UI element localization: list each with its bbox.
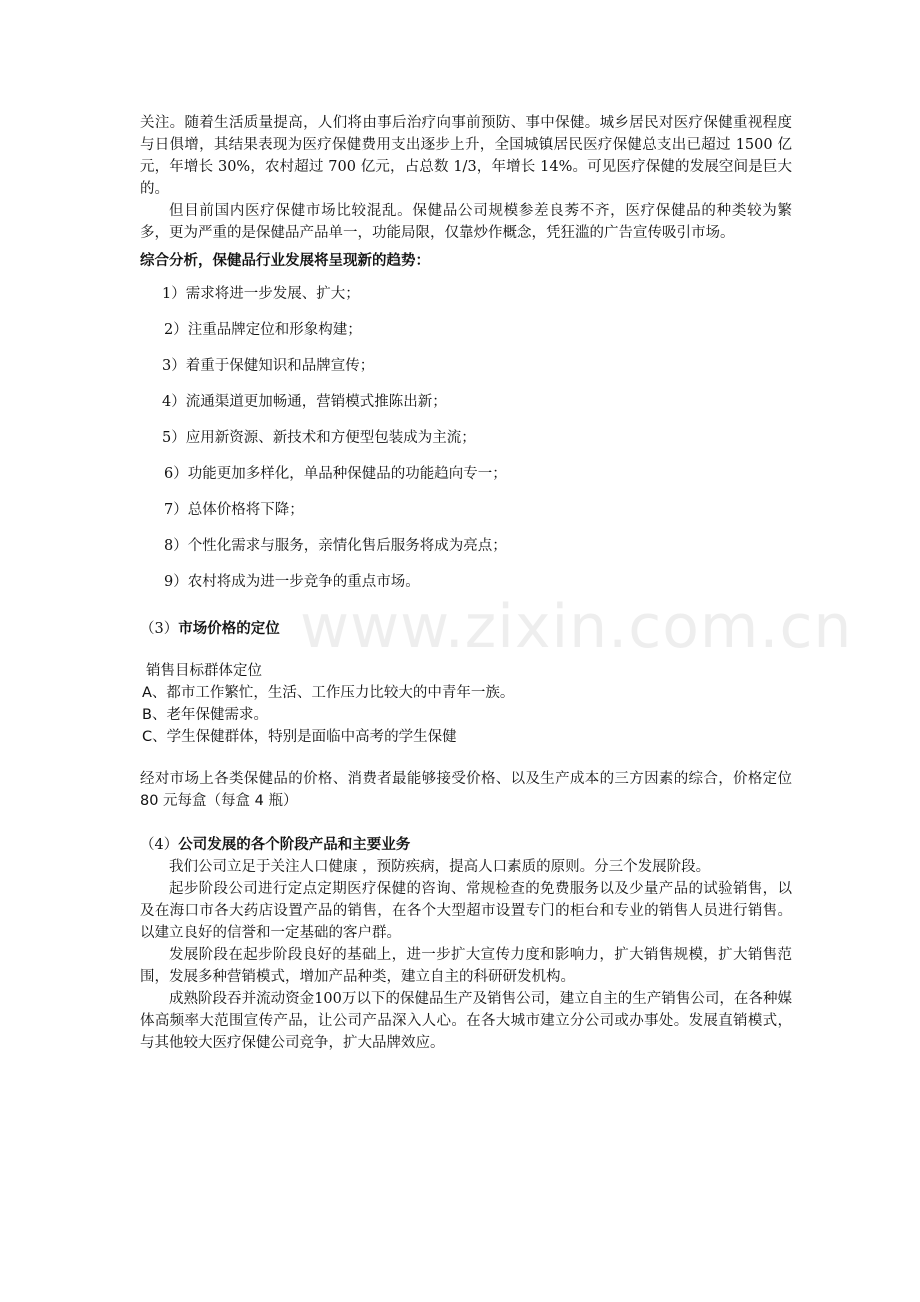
trend-item: 1）需求将进一步发展、扩大； (162, 286, 360, 302)
trend-item: 8）个性化需求与服务，亲情化售后服务将成为亮点； (164, 538, 507, 554)
section-4-paragraph-4: 成熟阶段吞并流动资金100万以下的保健品生产及销售公司，建立自主的生产销售公司，在各种媒体高频率大范围宣传产品，让公司产品深入人心。在各大城市建立分公司或办事处。发展直销模式，与其他较大医疗保健公司竞争，扩大品牌效应。 (140, 991, 792, 1051)
section-3-heading (140, 618, 792, 640)
intro-paragraph-1: 关注。随着生活质量提高，人们将由事后治疗向事前预防、事中保健。城乡居民对医疗保健重视程度与日俱增，其结果表现为医疗保健费用支出逐步上升，全国城镇居民医疗保健总支出已超过 1500 亿元，年增长 30%，农村超过 700 亿元，占总数 1/3，年增长 14%。可见医疗保健的发展空间是巨大的。 (140, 115, 792, 197)
trend-item: 9）农村将成为进一步竞争的重点市场。 (164, 574, 420, 590)
section-3-number: （3） (140, 621, 179, 637)
section-4-paragraph-2: 起步阶段公司进行定点定期医疗保健的咨询、常规检查的免费服务以及少量产品的试验销售，以及在海口市各大药店设置产品的销售，在各个大型超市设置专门的柜台和专业的销售人员进行销售。以建立良好的信誉和一定基础的客户群。 (140, 881, 792, 941)
trend-item: 7）总体价格将下降； (164, 502, 304, 518)
section-4-heading (140, 834, 792, 856)
trends-heading: 综合分析，保健品行业发展将呈现新的趋势： (140, 253, 430, 269)
trend-item: 4）流通渠道更加畅通，营销模式推陈出新； (162, 394, 447, 410)
trend-item: 5）应用新资源、新技术和方便型包装成为主流； (162, 430, 476, 446)
section-4-number: （4） (140, 837, 179, 853)
target-group-label: 销售目标群体定位 (146, 663, 262, 679)
target-group-c: C、学生保健群体，特别是面临中高考的学生保健 (142, 729, 457, 745)
pricing-paragraph: 经对市场上各类保健品的价格、消费者最能够接受价格、以及生产成本的三方因素的综合，价格定位 80 元每盒（每盒 4 瓶） (140, 771, 792, 809)
section-4-title: 公司发展的各个阶段产品和主要业务 (178, 837, 411, 853)
trends-list (140, 276, 792, 600)
watermark: www.zixin.com.cn (300, 592, 853, 662)
target-group-a: A、都市工作繁忙，生活、工作压力比较大的中青年一族。 (142, 685, 515, 701)
section-4-paragraph-1: 我们公司立足于关注人口健康 ，预防疾病，提高人口素质的原则。分三个发展阶段。 (169, 859, 711, 875)
section-4-paragraph-3: 发展阶段在起步阶段良好的基础上，进一步扩大宣传力度和影响力，扩大销售规模，扩大销售范围，发展多种营销模式，增加产品种类，建立自主的科研研发机构。 (140, 947, 792, 985)
document-body (140, 112, 792, 1054)
section-3-title: 市场价格的定位 (178, 621, 280, 637)
trend-item: 3）着重于保健知识和品牌宣传； (162, 358, 375, 374)
trend-item: 2）注重品牌定位和形象构建； (164, 322, 362, 338)
target-group-b: B、老年保健需求。 (142, 707, 268, 723)
intro-paragraph-2: 但目前国内医疗保健市场比较混乱。保健品公司规模参差良莠不齐，医疗保健品的种类较为繁多，更为严重的是保健品产品单一，功能局限，仅靠炒作概念，凭狂滥的广告宣传吸引市场。 (140, 203, 792, 241)
trend-item: 6）功能更加多样化，单品种保健品的功能趋向专一； (164, 466, 507, 482)
